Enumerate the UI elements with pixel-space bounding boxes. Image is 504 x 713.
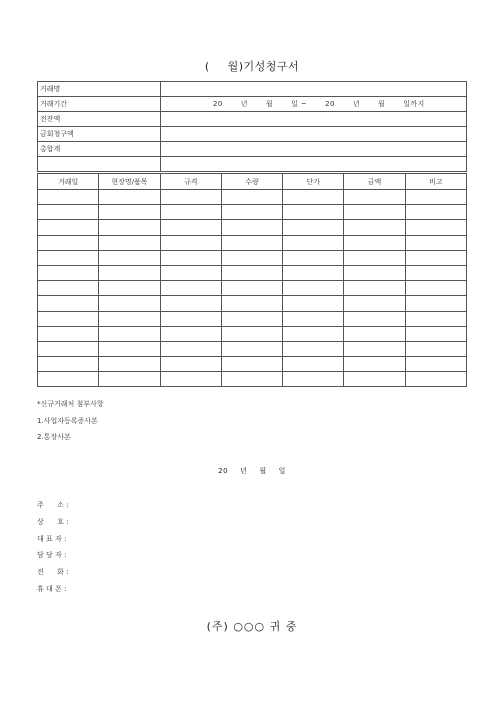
- table-cell[interactable]: [38, 372, 99, 387]
- table-cell[interactable]: [160, 281, 221, 296]
- row-prev-balance: [38, 112, 467, 127]
- sender-company: 상 호 :: [37, 517, 69, 526]
- table-cell[interactable]: [38, 296, 99, 311]
- table-cell[interactable]: [405, 326, 466, 341]
- table-cell[interactable]: [38, 220, 99, 235]
- table-cell[interactable]: [221, 205, 282, 220]
- row-total: [38, 142, 467, 157]
- table-cell[interactable]: [283, 326, 344, 341]
- period-year2: 20: [325, 100, 335, 108]
- notes-item-1: 1.사업자등록증사본: [37, 416, 98, 425]
- table-cell[interactable]: [99, 265, 160, 280]
- table-cell[interactable]: [160, 341, 221, 356]
- table-cell[interactable]: [99, 190, 160, 205]
- table-row: [38, 235, 467, 250]
- header-quantity: 수량: [221, 174, 282, 190]
- table-cell[interactable]: [160, 326, 221, 341]
- table-cell[interactable]: [99, 296, 160, 311]
- row-trade-name: [38, 82, 467, 97]
- current-claim-value[interactable]: [161, 127, 467, 142]
- date-day: 일: [278, 467, 286, 475]
- trade-name-label: 거래명: [38, 82, 161, 97]
- table-cell[interactable]: [283, 296, 344, 311]
- sender-mobile: 휴 대 폰 :: [37, 584, 67, 593]
- row-current-claim: [38, 127, 467, 142]
- table-row: [38, 265, 467, 280]
- period-label: 거래기간: [38, 97, 161, 112]
- sender-info: [37, 497, 68, 598]
- date-month: 월: [259, 467, 267, 475]
- table-cell[interactable]: [344, 311, 405, 326]
- table-cell[interactable]: [344, 265, 405, 280]
- total-value[interactable]: [161, 142, 467, 157]
- table-cell[interactable]: [344, 190, 405, 205]
- table-cell[interactable]: [283, 357, 344, 372]
- table-cell[interactable]: [344, 250, 405, 265]
- table-row: [38, 372, 467, 387]
- table-cell[interactable]: [99, 235, 160, 250]
- table-cell[interactable]: [99, 326, 160, 341]
- table-cell[interactable]: [99, 220, 160, 235]
- sender-address: 주 소 :: [37, 501, 69, 509]
- table-cell[interactable]: [405, 341, 466, 356]
- table-cell[interactable]: [344, 372, 405, 387]
- table-row: [38, 296, 467, 311]
- table-cell[interactable]: [160, 250, 221, 265]
- table-cell[interactable]: [160, 311, 221, 326]
- table-cell[interactable]: [405, 281, 466, 296]
- header-spec: 규격: [160, 174, 221, 190]
- table-cell[interactable]: [160, 296, 221, 311]
- table-cell[interactable]: [160, 235, 221, 250]
- spacer-cell: [38, 157, 161, 172]
- table-cell[interactable]: [221, 357, 282, 372]
- attachments-notes: [37, 396, 104, 446]
- table-cell[interactable]: [38, 235, 99, 250]
- table-cell[interactable]: [160, 265, 221, 280]
- table-row: [38, 357, 467, 372]
- header-unit-price: 단가: [283, 174, 344, 190]
- table-cell[interactable]: [283, 235, 344, 250]
- title-paren: (: [204, 60, 210, 73]
- table-cell[interactable]: [221, 190, 282, 205]
- table-cell[interactable]: [99, 357, 160, 372]
- table-cell[interactable]: [160, 190, 221, 205]
- sender-phone: 전 화 :: [37, 568, 69, 577]
- table-cell[interactable]: [221, 235, 282, 250]
- table-cell[interactable]: [38, 265, 99, 280]
- info-table: [37, 81, 467, 172]
- title-text: 월)기성청구서: [227, 60, 300, 73]
- table-cell[interactable]: [283, 250, 344, 265]
- table-cell[interactable]: [405, 250, 466, 265]
- table-row: [38, 326, 467, 341]
- document-title: [0, 58, 504, 74]
- table-cell[interactable]: [38, 326, 99, 341]
- table-cell[interactable]: [221, 250, 282, 265]
- sender-ceo: 대 표 자 :: [37, 534, 67, 543]
- date-year-unit: 년: [240, 467, 248, 475]
- table-cell[interactable]: [344, 296, 405, 311]
- prev-balance-label: 전잔액: [38, 112, 161, 127]
- table-cell[interactable]: [283, 265, 344, 280]
- table-cell[interactable]: [160, 357, 221, 372]
- spacer-cell: [161, 157, 467, 172]
- table-cell[interactable]: [405, 190, 466, 205]
- period-month2: 월: [378, 100, 386, 108]
- date-year: 20: [218, 467, 229, 475]
- document-date: [0, 466, 504, 476]
- period-year2-unit: 년: [352, 100, 361, 108]
- period-value[interactable]: [161, 97, 467, 112]
- table-cell[interactable]: [344, 326, 405, 341]
- table-cell[interactable]: [99, 341, 160, 356]
- period-month1: 월: [265, 100, 274, 108]
- table-cell[interactable]: [99, 205, 160, 220]
- table-cell[interactable]: [38, 190, 99, 205]
- table-cell[interactable]: [344, 220, 405, 235]
- table-cell[interactable]: [99, 372, 160, 387]
- period-day2: 일까지: [403, 100, 425, 108]
- table-cell[interactable]: [405, 357, 466, 372]
- header-remarks: 비고: [405, 174, 466, 190]
- table-cell[interactable]: [221, 281, 282, 296]
- current-claim-label: 금회청구액: [38, 127, 161, 142]
- table-cell[interactable]: [38, 281, 99, 296]
- notes-item-2: 2.통장사본: [37, 433, 71, 441]
- table-cell[interactable]: [38, 311, 99, 326]
- period-day1: 일 ~: [291, 100, 308, 108]
- table-cell[interactable]: [221, 220, 282, 235]
- table-row: [38, 205, 467, 220]
- table-cell[interactable]: [38, 250, 99, 265]
- table-cell[interactable]: [344, 281, 405, 296]
- table-cell[interactable]: [283, 341, 344, 356]
- table-row: [38, 341, 467, 356]
- table-cell[interactable]: [221, 296, 282, 311]
- items-table: [37, 173, 467, 387]
- table-cell[interactable]: [38, 205, 99, 220]
- table-cell[interactable]: [283, 190, 344, 205]
- row-spacer: [38, 157, 467, 172]
- table-cell[interactable]: [221, 341, 282, 356]
- table-cell[interactable]: [283, 281, 344, 296]
- table-cell[interactable]: [405, 235, 466, 250]
- table-cell[interactable]: [99, 250, 160, 265]
- table-cell[interactable]: [344, 205, 405, 220]
- trade-name-value[interactable]: [161, 82, 467, 97]
- table-cell[interactable]: [405, 265, 466, 280]
- period-year1-unit: 년: [240, 100, 248, 108]
- table-row: [38, 311, 467, 326]
- recipient: (주) ○○○ 귀 중: [206, 620, 298, 633]
- table-cell[interactable]: [160, 372, 221, 387]
- table-row: [38, 250, 467, 265]
- table-cell[interactable]: [405, 296, 466, 311]
- table-cell[interactable]: [405, 372, 466, 387]
- table-cell[interactable]: [344, 341, 405, 356]
- table-cell[interactable]: [99, 311, 160, 326]
- notes-heading: *신규거래처 첨부사항: [37, 400, 104, 408]
- table-cell[interactable]: [283, 205, 344, 220]
- table-cell[interactable]: [221, 265, 282, 280]
- table-row: [38, 281, 467, 296]
- table-cell[interactable]: [99, 281, 160, 296]
- table-cell[interactable]: [283, 311, 344, 326]
- header-date: 거래일: [38, 174, 99, 190]
- header-site-item: 현장명/품목: [99, 174, 160, 190]
- table-cell[interactable]: [160, 205, 221, 220]
- table-row: [38, 190, 467, 205]
- sender-manager: 담 당 자 :: [37, 551, 67, 560]
- table-cell[interactable]: [344, 235, 405, 250]
- items-header-row: [38, 174, 467, 190]
- table-cell[interactable]: [405, 205, 466, 220]
- table-cell[interactable]: [160, 220, 221, 235]
- table-cell[interactable]: [221, 372, 282, 387]
- table-cell[interactable]: [38, 341, 99, 356]
- table-cell[interactable]: [405, 220, 466, 235]
- row-period: [38, 97, 467, 112]
- total-label: 총합계: [38, 142, 161, 157]
- items-body: [38, 190, 467, 387]
- table-cell[interactable]: [221, 326, 282, 341]
- prev-balance-value[interactable]: [161, 112, 467, 127]
- table-row: [38, 220, 467, 235]
- header-amount: 금액: [344, 174, 405, 190]
- table-cell[interactable]: [405, 311, 466, 326]
- table-cell[interactable]: [344, 357, 405, 372]
- table-cell[interactable]: [38, 357, 99, 372]
- period-year1: 20: [213, 100, 223, 108]
- table-cell[interactable]: [221, 311, 282, 326]
- table-cell[interactable]: [283, 372, 344, 387]
- table-cell[interactable]: [283, 220, 344, 235]
